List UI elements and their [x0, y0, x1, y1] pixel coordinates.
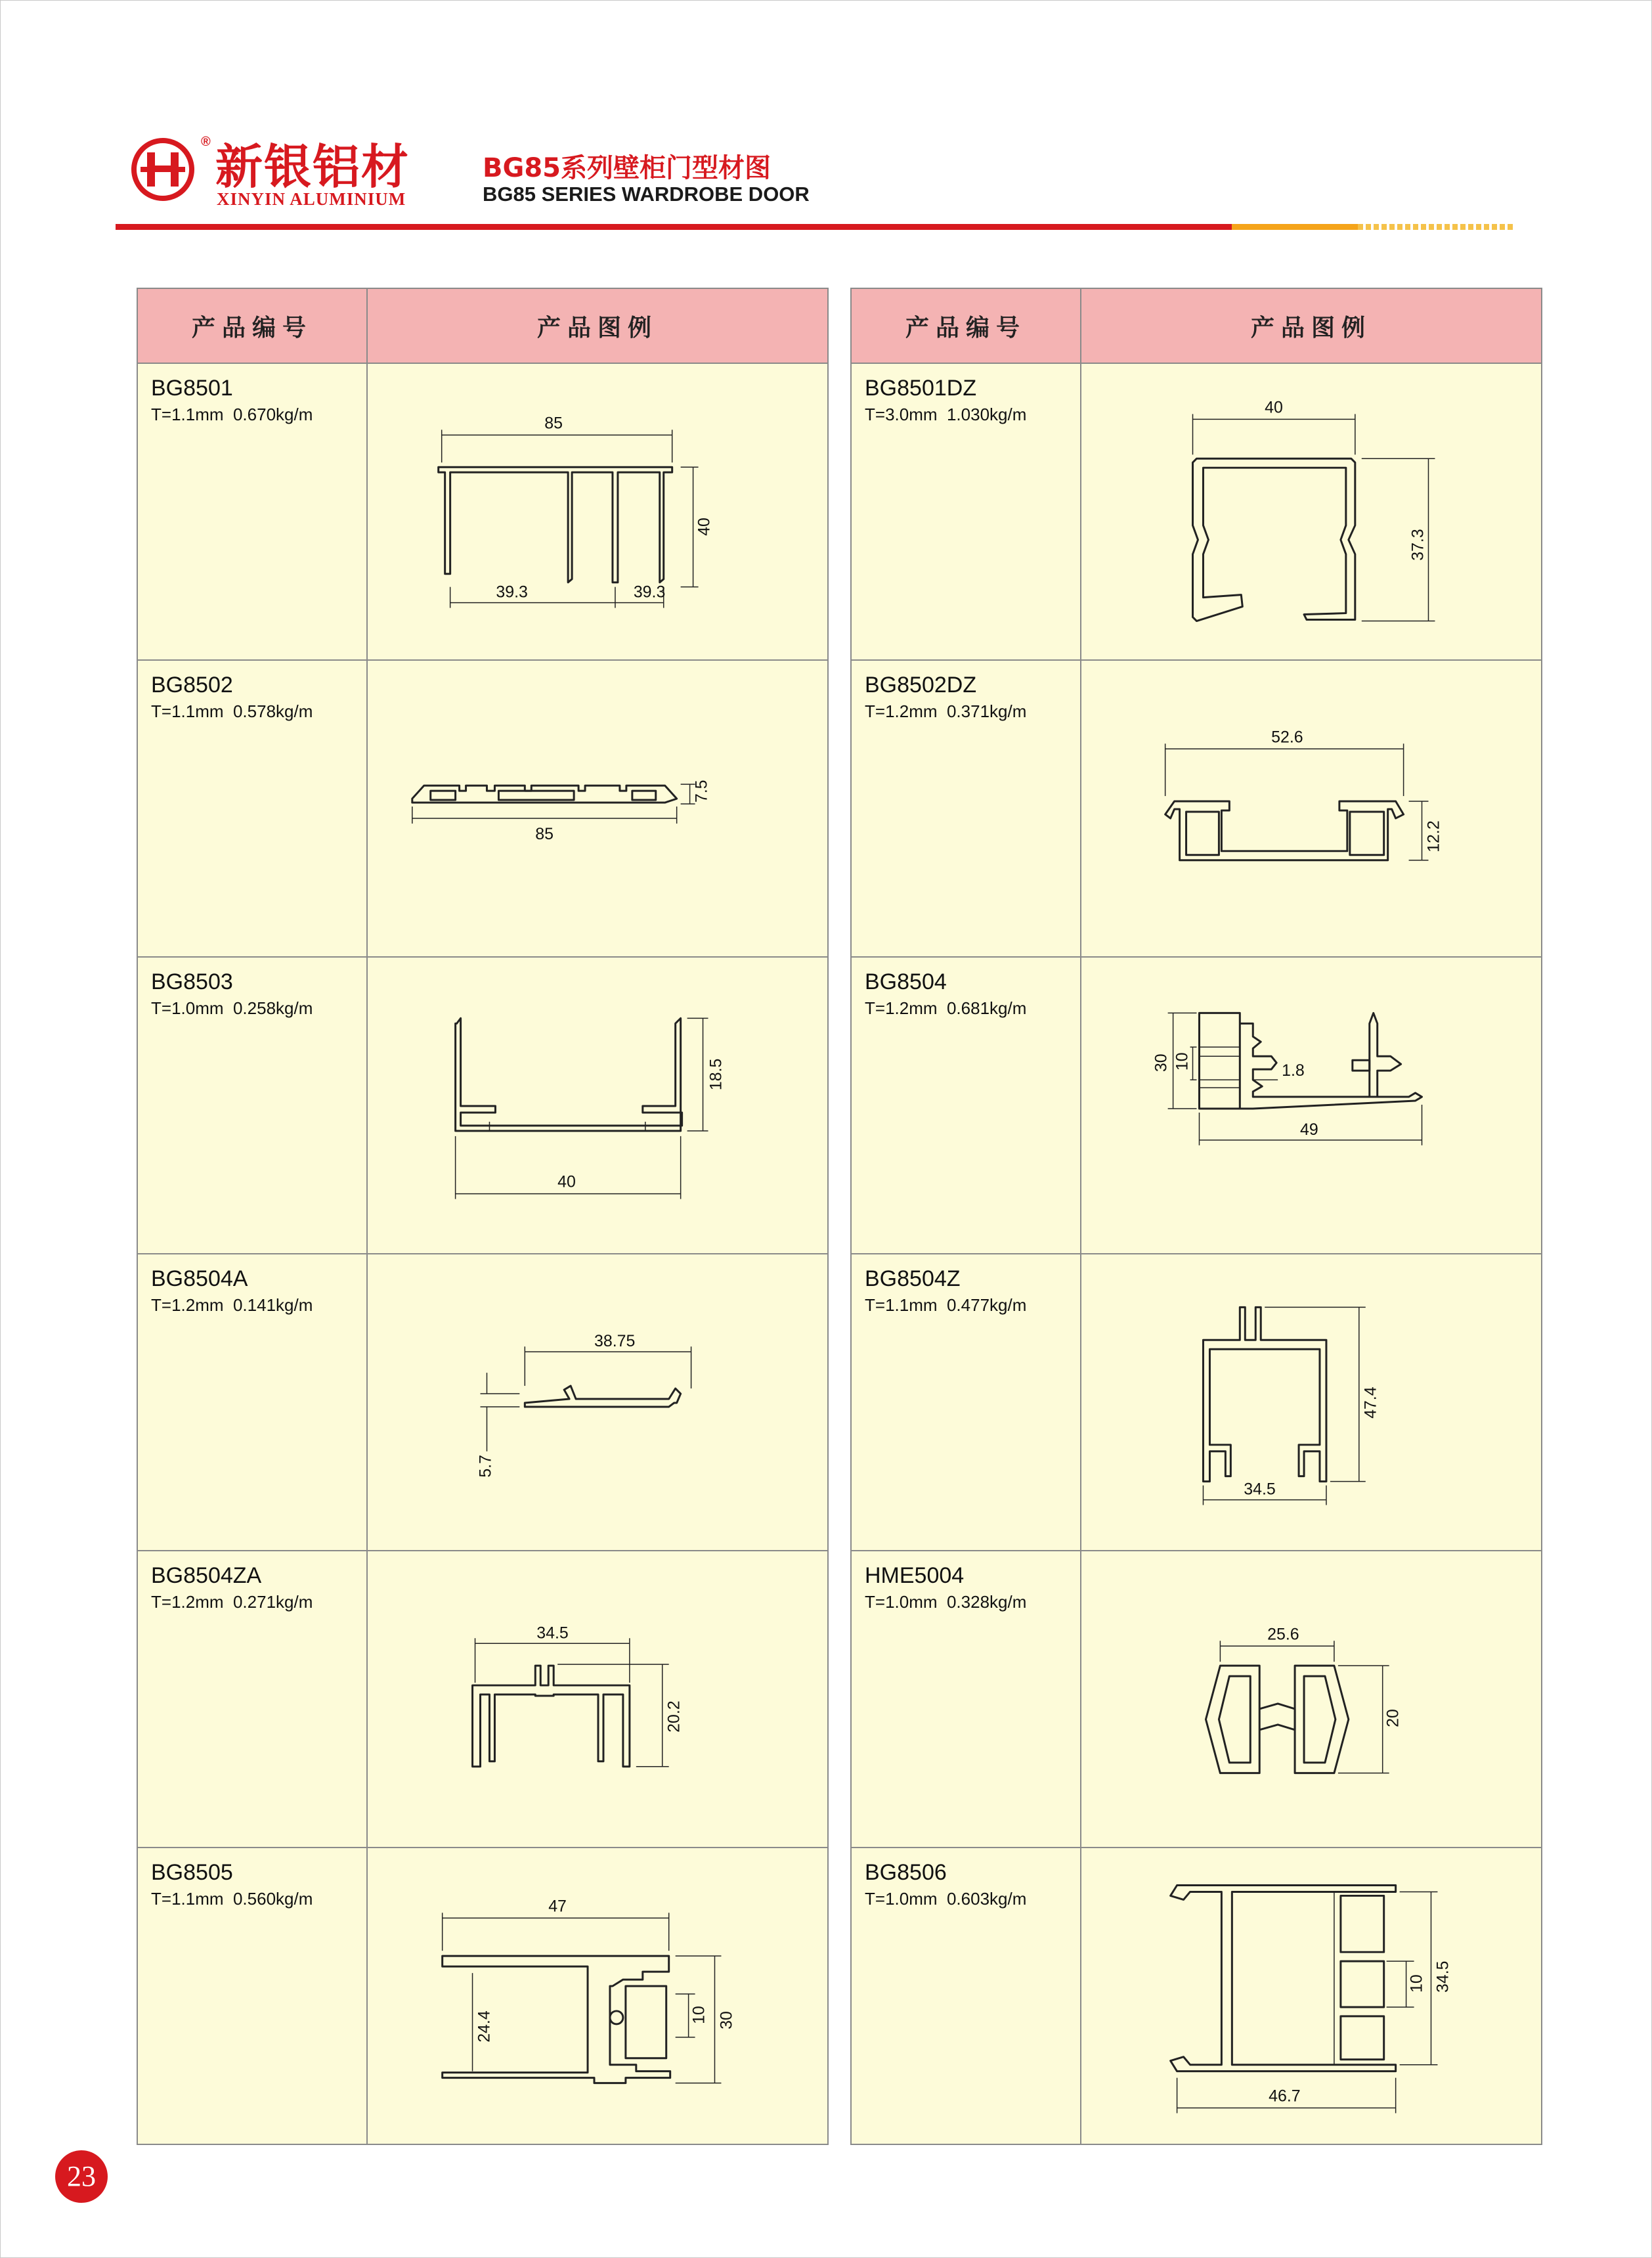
product-spec: T=1.1mm 0.578kg/m: [151, 701, 313, 721]
brand-name-cn: 新银铝材: [215, 139, 410, 194]
product-info: [851, 1551, 1081, 1848]
table-row: [851, 1848, 1542, 2144]
product-spec: T=1.2mm 0.271kg/m: [151, 1592, 313, 1612]
page-title-cn: BG85系列壁柜门型材图: [483, 153, 771, 183]
table-header-row: [137, 288, 828, 363]
product-code: BG8506: [865, 1860, 947, 1885]
header-product-code: 产品编号: [137, 288, 367, 363]
table-row: [137, 1848, 828, 2144]
product-figure: [1081, 363, 1542, 660]
product-figure: [1081, 1551, 1542, 1848]
product-spec: T=1.1mm 0.560kg/m: [151, 1889, 313, 1909]
right-product-table: [850, 288, 1542, 2145]
product-info: [851, 1848, 1081, 2144]
xinyin-logo-icon: [131, 138, 194, 201]
dim-label: 10: [689, 2006, 708, 2024]
dim-label: 20: [1383, 1709, 1402, 1727]
page-title-en: BG85 SERIES WARDROBE DOOR: [483, 183, 810, 206]
product-spec: T=1.2mm 0.141kg/m: [151, 1295, 313, 1315]
table-row: [851, 957, 1542, 1254]
dim-label: 46.7: [1269, 2087, 1301, 2106]
product-info: [137, 1848, 367, 2144]
dim-label: 52.6: [1271, 728, 1303, 747]
dim-label: 34.5: [1433, 1960, 1452, 1993]
product-figure: [1081, 660, 1542, 957]
header-product-figure: 产品图例: [367, 288, 828, 363]
product-spec: T=1.1mm 0.477kg/m: [865, 1295, 1027, 1315]
header-product-figure: 产品图例: [1081, 288, 1542, 363]
product-code: BG8504Z: [865, 1266, 961, 1291]
product-info: [137, 660, 367, 957]
dim-label: 38.75: [594, 1332, 636, 1351]
profile-drawing-bg8501: [368, 364, 827, 659]
product-code: HME5004: [865, 1563, 965, 1588]
product-figure: [1081, 1848, 1542, 2144]
table-row: [137, 1254, 828, 1551]
profile-drawing-bg8502dz: [1081, 661, 1541, 956]
dim-label: 30: [717, 2011, 736, 2029]
profile-drawing-bg8502: [368, 661, 827, 956]
dim-label: 1.8: [1282, 1061, 1305, 1080]
dim-label: 10: [1173, 1052, 1192, 1071]
product-info: [851, 957, 1081, 1254]
dim-label: 40: [557, 1172, 576, 1191]
profile-drawing-bg8505: [368, 1848, 827, 2144]
table-row: [851, 660, 1542, 957]
registered-mark: ®: [201, 135, 211, 149]
product-code: BG8504A: [151, 1266, 248, 1291]
product-figure: [367, 660, 828, 957]
product-spec: T=3.0mm 1.030kg/m: [865, 405, 1027, 424]
product-figure: [1081, 1254, 1542, 1551]
product-code: BG8504ZA: [151, 1563, 262, 1588]
table-row: [851, 1551, 1542, 1848]
product-info: [137, 363, 367, 660]
product-info: [137, 1551, 367, 1848]
profile-drawing-bg8506: [1081, 1848, 1541, 2144]
product-figure: [367, 1254, 828, 1551]
product-figure: [367, 957, 828, 1254]
table-row: [137, 660, 828, 957]
table-row: [137, 363, 828, 660]
product-code: BG8505: [151, 1860, 233, 1885]
dim-label: 18.5: [706, 1058, 726, 1091]
product-figure: [1081, 957, 1542, 1254]
product-spec: T=1.0mm 0.258kg/m: [151, 998, 313, 1018]
dim-label: 7.5: [692, 780, 711, 803]
dim-label: 40: [695, 518, 714, 536]
header-product-code: 产品编号: [851, 288, 1081, 363]
page-number: 23: [55, 2150, 108, 2203]
product-code: BG8503: [151, 969, 233, 994]
profile-drawing-hme5004: [1081, 1551, 1541, 1847]
product-figure: [367, 363, 828, 660]
product-info: [851, 1254, 1081, 1551]
dim-label: 34.5: [536, 1624, 569, 1643]
product-figure: [367, 1848, 828, 2144]
product-info: [137, 957, 367, 1254]
header-rule-orange: [1232, 224, 1358, 230]
header-rule-dashed: [1358, 224, 1515, 230]
table-row: [137, 1551, 828, 1848]
table-row: [137, 957, 828, 1254]
product-info: [851, 660, 1081, 957]
dim-label: 37.3: [1408, 529, 1427, 561]
product-code: BG8501: [151, 376, 233, 401]
dim-label: 40: [1265, 398, 1283, 417]
product-code: BG8502: [151, 673, 233, 697]
dim-label: 47: [548, 1897, 567, 1916]
dim-label: 47.4: [1361, 1386, 1380, 1419]
profile-drawing-bg8504a: [368, 1254, 827, 1550]
product-spec: T=1.1mm 0.670kg/m: [151, 405, 313, 424]
dim-label: 85: [535, 824, 554, 843]
product-code: BG8504: [865, 969, 947, 994]
dim-label: 20.2: [664, 1700, 684, 1733]
dim-label: 30: [1152, 1053, 1171, 1073]
profile-drawing-bg8503: [368, 958, 827, 1253]
dim-label: 5.7: [476, 1455, 495, 1478]
product-figure: [367, 1551, 828, 1848]
product-code: BG8501DZ: [865, 376, 977, 401]
dim-label: 85: [544, 414, 563, 433]
dim-label: 39.3: [496, 583, 528, 602]
brand-name-en: XINYIN ALUMINIUM: [217, 189, 406, 209]
dim-label: 25.6: [1267, 1625, 1299, 1644]
product-spec: T=1.2mm 0.371kg/m: [865, 701, 1027, 721]
dim-label: 49: [1300, 1120, 1318, 1139]
dim-label: 24.4: [475, 2010, 494, 2043]
table-row: [851, 1254, 1542, 1551]
product-info: [137, 1254, 367, 1551]
table-row: [851, 363, 1542, 660]
left-product-table: [137, 288, 829, 2145]
table-header-row: [851, 288, 1542, 363]
dim-label: 12.2: [1424, 820, 1443, 852]
header-rule-red: [116, 224, 1232, 230]
dim-label: 34.5: [1244, 1480, 1276, 1499]
profile-drawing-bg8504z: [1081, 1254, 1541, 1550]
product-info: [851, 363, 1081, 660]
profile-drawing-bg8504za: [368, 1551, 827, 1847]
profile-drawing-bg8504: [1081, 958, 1541, 1253]
dim-label: 39.3: [633, 583, 666, 602]
profile-drawing-bg8501dz: [1081, 364, 1541, 659]
product-spec: T=1.2mm 0.681kg/m: [865, 998, 1027, 1018]
product-spec: T=1.0mm 0.328kg/m: [865, 1592, 1027, 1612]
dim-label: 10: [1407, 1974, 1426, 1993]
product-code: BG8502DZ: [865, 673, 977, 697]
product-spec: T=1.0mm 0.603kg/m: [865, 1889, 1027, 1909]
